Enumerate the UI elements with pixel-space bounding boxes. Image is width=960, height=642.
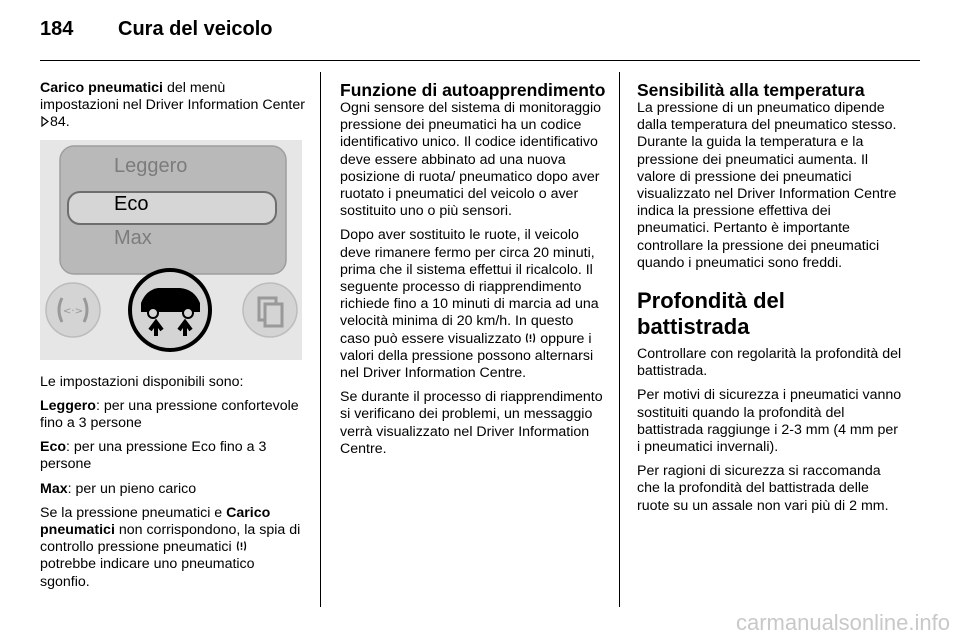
section-heading-temperature: Sensibilità alla temperatura: [637, 80, 865, 100]
menu-item-max: Max: [114, 226, 152, 249]
option-eco: [40, 439, 306, 473]
text-fragment: Dopo aver sostituito le ruote, il veicolo deve rimanere fermo per circa 20 minuti, prima che il sistema effettui il ricalcolo. Il seguente processo di riapprendimento richiede fino a 10 minuti di marcia ad una velocità minima di 20 km/h. In questo caso può essere visualizzato: [340, 227, 599, 347]
intro-bold: Carico pneumatici: [40, 80, 163, 96]
column-divider-2: [619, 72, 620, 607]
option-label: Max: [40, 480, 68, 497]
page-title: Cura del veicolo: [118, 18, 273, 40]
column-3: [637, 80, 903, 522]
option-desc: : per un pieno carico: [67, 480, 197, 497]
page-ref-arrow-icon: [40, 116, 50, 127]
column-2: [340, 80, 606, 465]
section-heading-self-learning: Funzione di autoapprendimento: [340, 80, 606, 100]
page-number: 184: [40, 18, 74, 40]
settings-intro: Le impostazioni disponibili sono:: [40, 373, 244, 390]
intro-paragraph: [40, 80, 306, 132]
column-1: [40, 80, 306, 598]
option-label: Leggero: [40, 397, 96, 414]
paragraph: Per ragioni di sicurezza si raccomanda che la profondità del battistrada delle ruote su un assale non vari più di 2 mm.: [637, 463, 889, 514]
paragraph: Per motivi di sicurezza i pneumatici vanno sostituiti quando la profondità del battistrada raggiunge i 2-3 mm (4 mm per i pneumatici invernali).: [637, 387, 902, 456]
paragraph: Se durante il processo di riapprendimento si verificano dei problemi, un messaggio verrà visualizzato nel Driver Information Centre.: [340, 389, 603, 457]
column-divider-1: [320, 72, 321, 607]
intro-page-ref[interactable]: 84.: [50, 114, 70, 131]
mismatch-paragraph: [40, 505, 306, 591]
text-fragment: oppure i valori della pressione possono alternarsi nel Driver Information Centre.: [340, 330, 594, 382]
option-label: Eco: [40, 439, 67, 456]
svg-text:<·>: <·>: [63, 305, 83, 317]
menu-item-eco-selected: Eco: [114, 192, 149, 215]
paragraph: La pressione di un pneumatico dipende dalla temperatura del pneumatico stesso. Durante la guida la temperatura e la pressione dei pneumatici aumenta. Il valore di pressione dei pneumatici visualizzato nel Driver Information Centre indica la pressione effettiva dei pneumatici. Pertanto è importante controllare la pressione dei pneumatici quando i pneumatici sono freddi.: [637, 100, 897, 271]
watermark: carmanualsonline.info: [735, 610, 950, 635]
menu-item-leggero: Leggero: [114, 154, 188, 177]
text-fragment: non corrispondono, la spia di controllo pressione pneumatici: [40, 522, 301, 556]
section-heading-tread-depth: Profondità del battistrada: [637, 288, 785, 340]
option-desc: : per una pressione confortevole fino a 3 persone: [40, 397, 299, 432]
intro-text: del menù impostazioni nel Driver Information Center: [40, 80, 305, 114]
text-fragment: potrebbe indicare uno pneumatico sgonfio.: [40, 556, 255, 590]
paragraph: [340, 227, 606, 382]
option-leggero: [40, 398, 306, 432]
tpms-warning-icon: [525, 332, 536, 344]
text-fragment: Se la pressione pneumatici e: [40, 504, 227, 521]
tpms-warning-icon: [236, 540, 247, 552]
load-setting-figure: [40, 140, 302, 360]
option-desc: : per una pressione Eco fino a 3 persone: [40, 439, 267, 473]
header-rule: [40, 60, 920, 61]
bold-term: Carico pneumatici: [40, 504, 271, 539]
option-max: [40, 481, 306, 498]
paragraph: Controllare con regolarità la profondità del battistrada.: [637, 346, 902, 380]
paragraph: Ogni sensore del sistema di monitoraggio pressione dei pneumatici ha un codice identificativo unico. Il codice identificativo deve essere abbinato ad una nuova posizione di ruota/ pneumatico dopo aver ruotato i pneumatici del veicolo o aver sostituito uno o più sensori.: [340, 100, 602, 220]
